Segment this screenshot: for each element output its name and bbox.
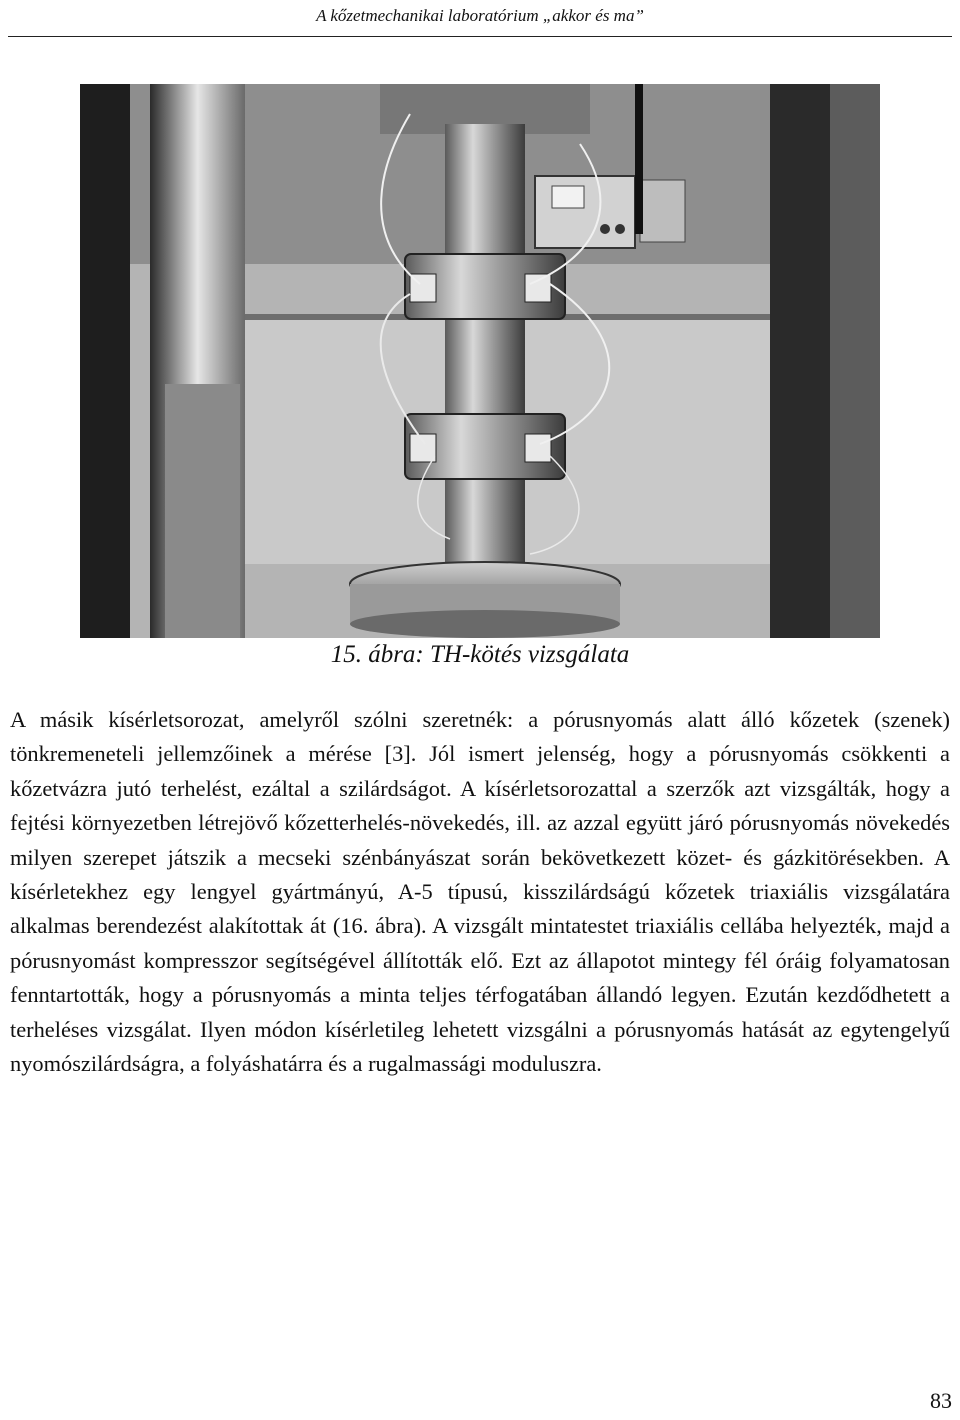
- page-number: 83: [930, 1388, 952, 1413]
- body-paragraph: A másik kísérletsorozat, amelyről szólni szeretnék: a pórusnyomás alatt álló kőzetek (szenek) tönkremeneteli jellemzőinek a mérése [3]. Jól ismert jelenség, hogy a pórusnyomás csökkenti a kőzetvázra jutó terhelést, ezáltal a szilárdságot. A kísérletsorozattal a szerzők azt vizsgálták, hogy a fejtési környezetben létrejövő kőzetterhelés-növekedés, ill. az azzal együtt járó pórusnyomás növekedés milyen szerepet játszik a mecseki szénbányászat során bekövetkezett közet- és gázkitörésekben. A kísérletekhez egy lengyel gyártmányú, A-5 típusú, kisszilárdságú kőzetek triaxiális vizsgálatára alkalmas berendezést alakítottak át (16. ábra). A vizsgált mintatestet triaxiális cellába helyezték, majd a pórusnyomást kompresszor segítségével állították elő. Ezt az állapotot mintegy fél óráig folyamatosan fenntartották, hogy a pórusnyomás a minta teljes térfogatában állandó legyen. Ezután kezdődhetett a terheléses vizsgálat. Ilyen módon kísérletileg lehetett vizsgálni a pórusnyomás hatását az egytengelyű nyomószilárdságra, a folyáshatárra és a rugalmassági moduluszra.: [10, 707, 950, 1077]
- header-rule: [8, 36, 952, 37]
- press-photo-illustration: [80, 84, 880, 638]
- figure-caption: 15. ábra: TH-kötés vizsgálata: [330, 641, 630, 668]
- running-header: A kőzetmechanikai laboratórium „akkor és ma”: [316, 6, 644, 25]
- figure-photo: [80, 84, 880, 638]
